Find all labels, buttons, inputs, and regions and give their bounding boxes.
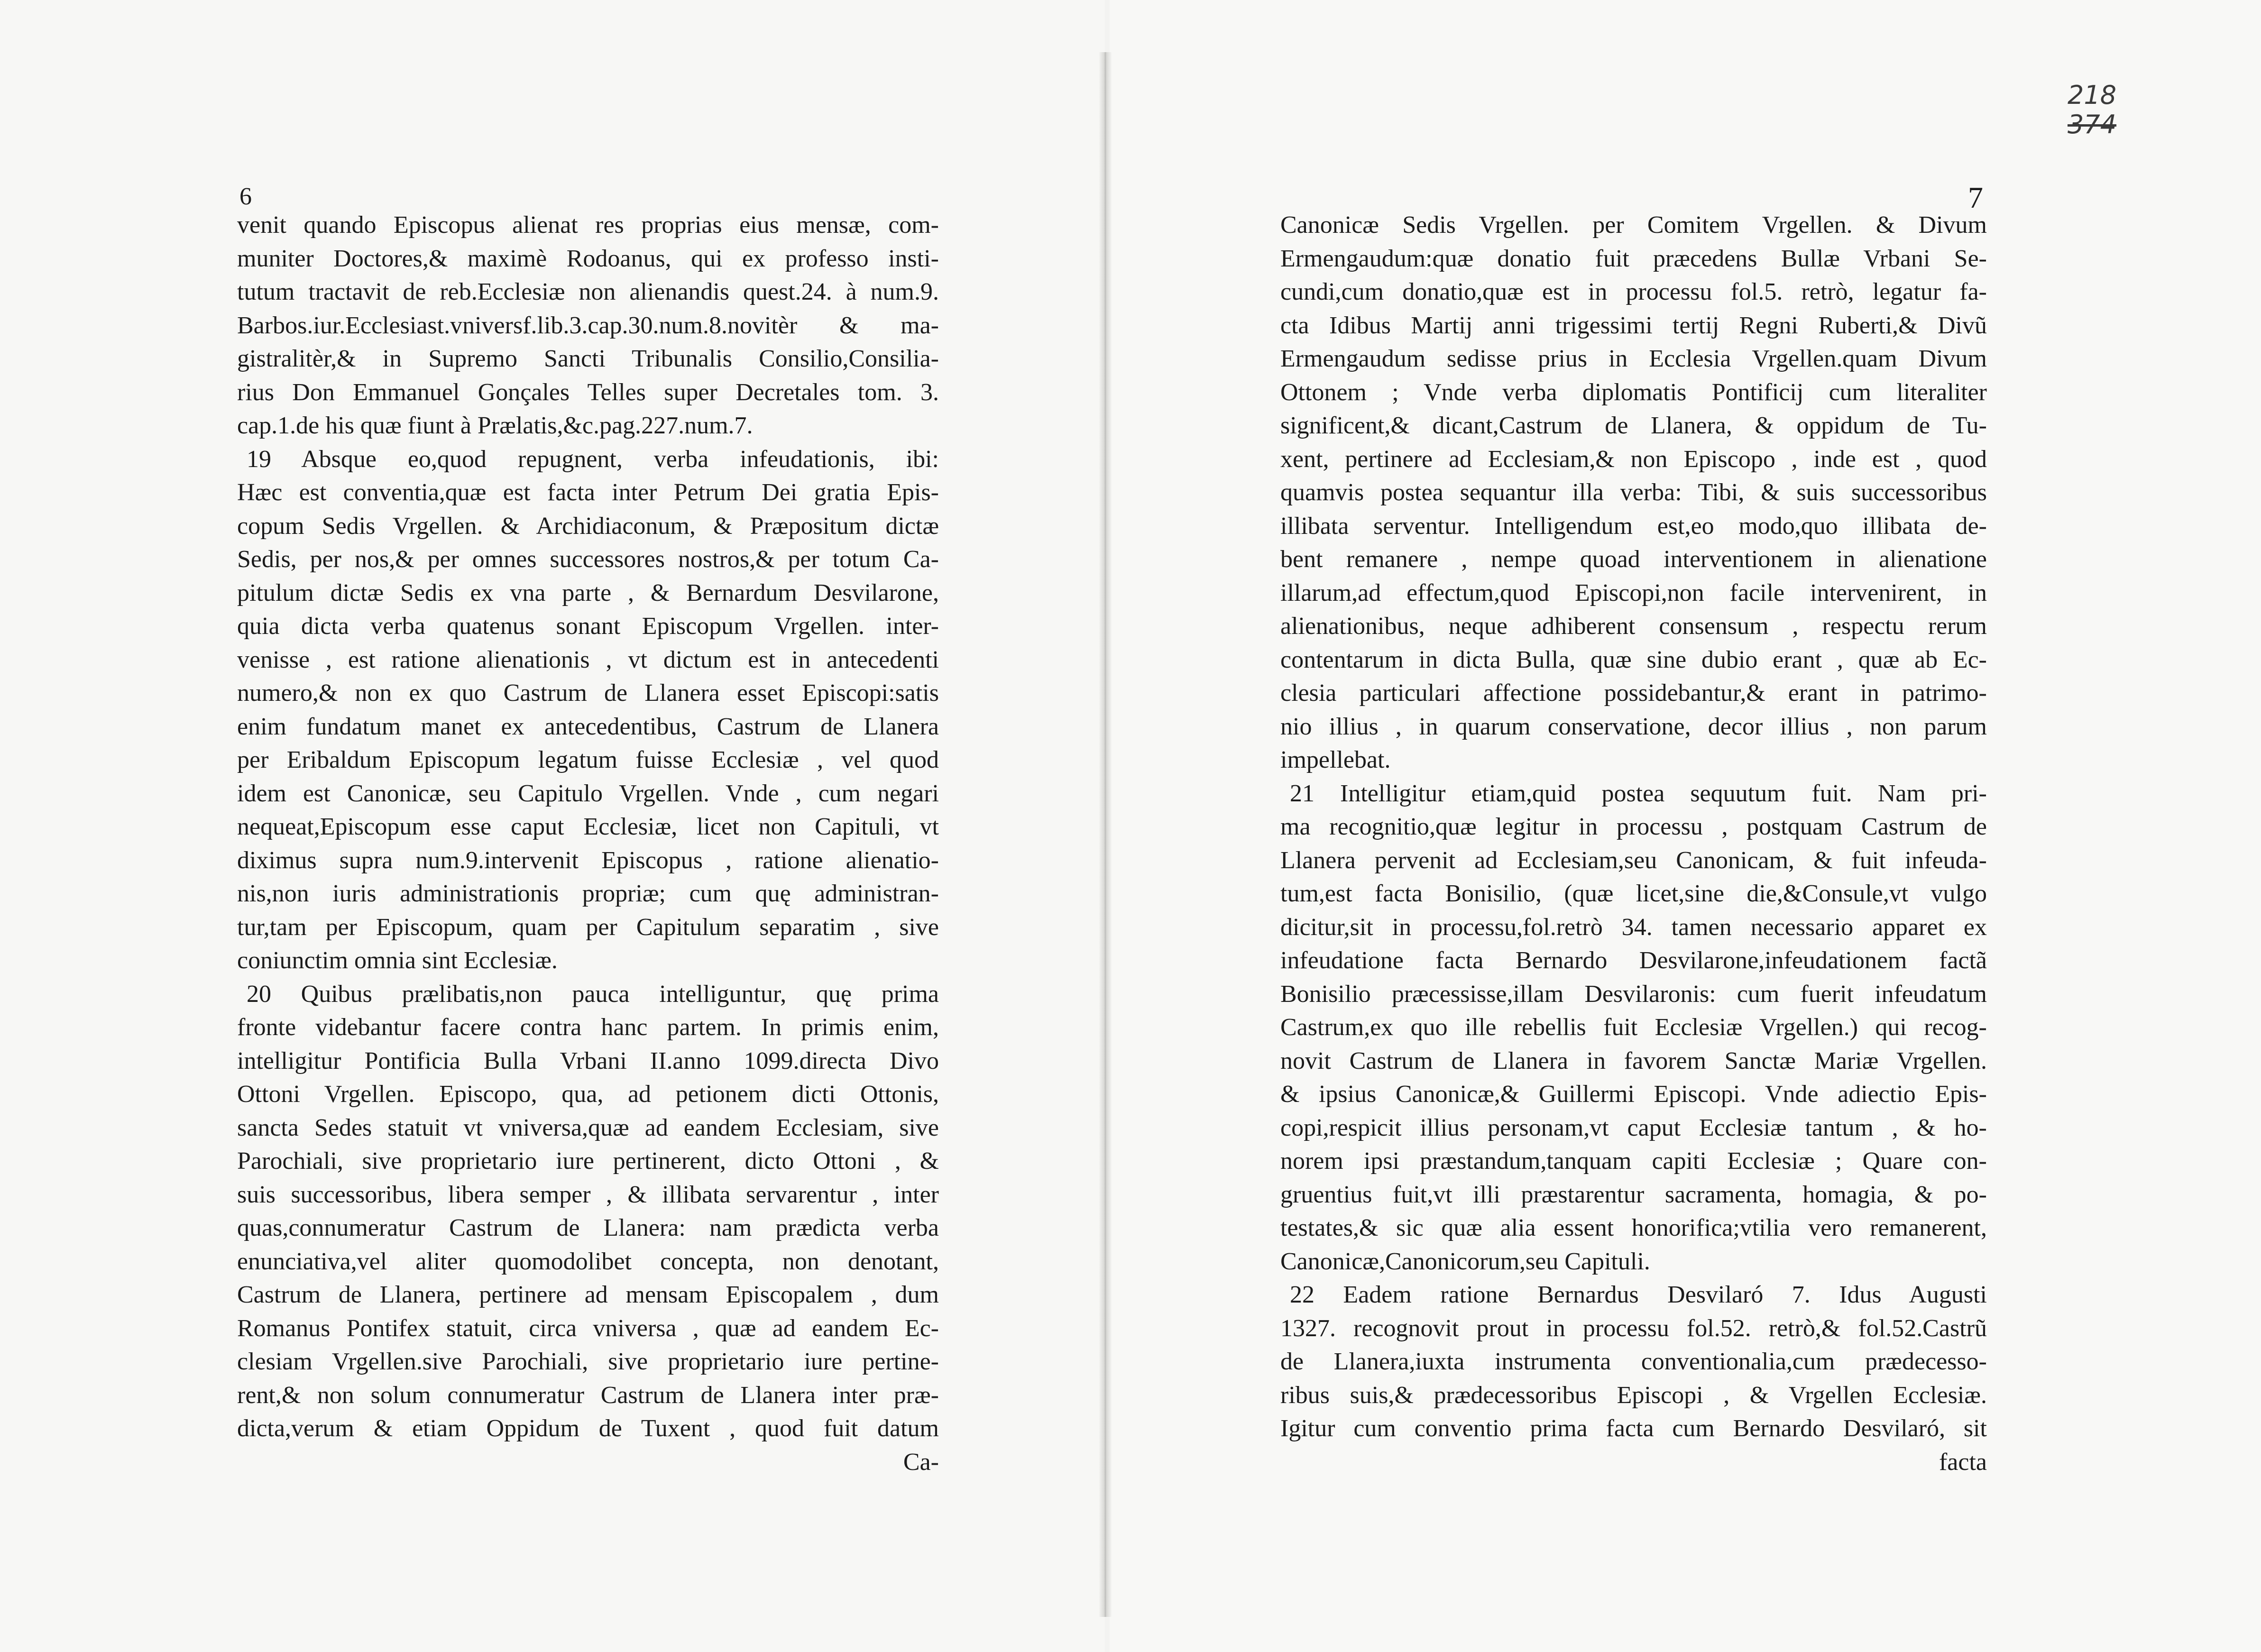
text-line: Canonicæ,Canonicorum,seu Capituli. [1280, 1248, 1650, 1275]
text-line: infeudatione facta Bernardo Desvilarone,infeudationem factã [1280, 947, 1987, 974]
text-line: facta [1939, 1448, 1987, 1476]
text-line: nis,non iuris administrationis propriæ; cum quę administran- [237, 880, 939, 907]
text-line: diximus supra num.9.intervenit Episcopus , ratione alienatio- [237, 846, 939, 874]
text-line: cap.1.de his quæ fiunt à Prælatis,&c.pag.227.num.7. [237, 412, 753, 439]
text-line: Barbos.iur.Ecclesiast.vniversf.lib.3.cap.30.num.8.novitèr & ma- [237, 312, 939, 339]
text-line: Canonicæ Sedis Vrgellen. per Comitem Vrgellen. & Divum [1280, 211, 1987, 239]
text-line: Ottonem ; Vnde verba diplomatis Pontificij cum literaliter [1280, 378, 1987, 406]
text-line: cundi,cum donatio,quæ est in processu fol.5. retrò, legatur fa- [1280, 278, 1987, 305]
text-line: intelligitur Pontificia Bulla Vrbani II.anno 1099.directa Divo [237, 1047, 939, 1074]
text-line: venit quando Episcopus alienat res proprias eius mensæ, com- [237, 211, 939, 239]
text-line: 19 Absque eo,quod repugnent, verba infeudationis, ibi: [247, 445, 939, 473]
archive-folio-numbers [2068, 81, 2116, 139]
text-line: quamvis postea sequantur illa verba: Tibi, & suis successoribus [1280, 479, 1987, 506]
text-line: suis successoribus, libera semper , & illibata servarentur , inter [237, 1181, 939, 1208]
text-line: quas,connumeratur Castrum de Llanera: nam prædicta verba [237, 1214, 939, 1241]
archive-number-struck: 374 [2068, 110, 2117, 139]
archive-number-current: 218 [2068, 80, 2117, 110]
text-line: Bonisilio præcessisse,illam Desvilaronis: cum fuerit infeudatum [1280, 980, 1987, 1008]
text-line: dicta,verum & etiam Oppidum de Tuxent , quod fuit datum [237, 1415, 939, 1442]
text-line: testates,& sic quæ alia essent honorifica;vtilia vero remanerent, [1280, 1214, 1987, 1241]
text-line: alienationibus, neque adhiberent consensum , respectu rerum [1280, 613, 1987, 640]
text-line: Ca- [903, 1448, 939, 1476]
text-line: nequeat,Episcopum esse caput Ecclesiæ, licet non Capituli, vt [237, 813, 939, 840]
text-line: coniunctim omnia sint Ecclesiæ. [237, 947, 558, 974]
text-line: norem ipsi præstandum,tanquam capiti Ecclesiæ ; Quare con- [1280, 1147, 1987, 1175]
text-line: de Llanera,iuxta instrumenta conventionalia,cum prædecesso- [1280, 1348, 1987, 1375]
book-gutter [1099, 52, 1112, 1617]
text-line: copi,respicit illius personam,vt caput Ecclesiæ tantum , & ho- [1280, 1114, 1987, 1141]
text-line: 20 Quibus prælibatis,non pauca intelliguntur, quę prima [247, 980, 939, 1008]
text-line: Sedis, per nos,& per omnes successores nostros,& per totum Ca- [237, 546, 939, 573]
text-line: Ermengaudum sedisse prius in Ecclesia Vrgellen.quam Divum [1280, 345, 1987, 372]
text-line: rius Don Emmanuel Gonçales Telles super Decretales tom. 3. [237, 378, 939, 406]
left-page-text [237, 209, 939, 1479]
text-line: bent remanere , nempe quoad interventionem in alienatione [1280, 546, 1987, 573]
right-page-text [1280, 209, 1987, 1479]
text-line: illibata serventur. Intelligendum est,eo modo,quo illibata de- [1280, 512, 1987, 540]
text-line: Ermengaudum:quæ donatio fuit præcedens Bullæ Vrbani Se- [1280, 245, 1987, 272]
text-line: gruentius fuit,vt illi præstarentur sacramenta, homagia, & po- [1280, 1181, 1987, 1208]
text-line: nio illius , in quarum conservatione, decor illius , non parum [1280, 713, 1987, 740]
right-page-number: 7 [1968, 181, 1983, 214]
text-line: illarum,ad effectum,quod Episcopi,non facile intervenirent, in [1280, 579, 1987, 606]
text-line: Llanera pervenit ad Ecclesiam,seu Canonicam, & fuit infeuda- [1280, 846, 1987, 874]
text-line: novit Castrum de Llanera in favorem Sanctæ Mariæ Vrgellen. [1280, 1047, 1987, 1074]
text-line: fronte videbantur facere contra hanc partem. In primis enim, [237, 1014, 939, 1041]
text-line: quia dicta verba quatenus sonant Episcopum Vrgellen. inter- [237, 613, 939, 640]
text-line: per Eribaldum Episcopum legatum fuisse Ecclesiæ , vel quod [237, 746, 939, 773]
text-line: sancta Sedes statuit vt vniversa,quæ ad eandem Ecclesiam, sive [237, 1114, 939, 1141]
text-line: Castrum,ex quo ille rebellis fuit Ecclesiæ Vrgellen.) qui recog- [1280, 1014, 1987, 1041]
text-line: ma recognitio,quæ legitur in processu , postquam Castrum de [1280, 813, 1987, 840]
text-line: dicitur,sit in processu,fol.retrò 34. tamen necessario apparet ex [1280, 913, 1987, 941]
text-line: 22 Eadem ratione Bernardus Desvilaró 7. Idus Augusti [1290, 1281, 1987, 1308]
text-line: enim fundatum manet ex antecedentibus, Castrum de Llanera [237, 713, 939, 740]
text-line: significent,& dicant,Castrum de Llanera, & oppidum de Tu- [1280, 412, 1987, 439]
text-line: Parochiali, sive proprietario iure pertinerent, dicto Ottoni , & [237, 1147, 939, 1175]
text-line: tutum tractavit de reb.Ecclesiæ non alienandis quest.24. à num.9. [237, 278, 939, 305]
text-line: pitulum dictæ Sedis ex vna parte , & Bernardum Desvilarone, [237, 579, 939, 606]
text-line: copum Sedis Vrgellen. & Archidiaconum, & Præpositum dictæ [237, 512, 939, 540]
text-line: Igitur cum conventio prima facta cum Bernardo Desvilaró, sit [1280, 1415, 1987, 1442]
text-line: clesia particulari affectione possidebantur,& erant in patrimo- [1280, 679, 1987, 707]
text-line: venisse , est ratione alienationis , vt dictum est in antecedenti [237, 646, 939, 673]
text-line: gistralitèr,& in Supremo Sancti Tribunalis Consilio,Consilia- [237, 345, 939, 372]
text-line: 1327. recognovit prout in processu fol.52. retrò,& fol.52.Castrũ [1280, 1314, 1987, 1342]
text-line: contentarum in dicta Bulla, quæ sine dubio erant , quæ ab Ec- [1280, 646, 1987, 673]
text-line: impellebat. [1280, 746, 1391, 773]
text-line: Hæc est conventia,quæ est facta inter Petrum Dei gratia Epis- [237, 479, 939, 506]
text-line: clesiam Vrgellen.sive Parochiali, sive proprietario iure pertine- [237, 1348, 939, 1375]
text-line: tur,tam per Episcopum, quam per Capitulum separatim , sive [237, 913, 939, 941]
text-line: Ottoni Vrgellen. Episcopo, qua, ad petionem dicti Ottonis, [237, 1081, 939, 1108]
text-line: ribus suis,& prædecessoribus Episcopi , & Vrgellen Ecclesiæ. [1280, 1381, 1987, 1409]
text-line: Romanus Pontifex statuit, circa vniversa , quæ ad eandem Ec- [237, 1314, 939, 1342]
text-line: 21 Intelligitur etiam,quid postea sequutum fuit. Nam pri- [1290, 780, 1987, 807]
text-line: tum,est facta Bonisilio, (quæ licet,sine die,&Consule,vt vulgo [1280, 880, 1987, 907]
text-line: rent,& non solum connumeratur Castrum de Llanera inter præ- [237, 1381, 939, 1409]
text-line: enunciativa,vel aliter quomodolibet concepta, non denotant, [237, 1248, 939, 1275]
text-line: muniter Doctores,& maximè Rodoanus, qui ex professo insti- [237, 245, 939, 272]
text-line: & ipsius Canonicæ,& Guillermi Episcopi. Vnde adiectio Epis- [1280, 1081, 1987, 1108]
text-line: xent, pertinere ad Ecclesiam,& non Episcopo , inde est , quod [1280, 445, 1987, 473]
text-line: idem est Canonicæ, seu Capitulo Vrgellen. Vnde , cum negari [237, 780, 939, 807]
left-page-number: 6 [239, 183, 252, 210]
text-line: cta Idibus Martij anni trigessimi tertij Regni Ruberti,& Divũ [1280, 312, 1987, 339]
text-line: Castrum de Llanera, pertinere ad mensam Episcopalem , dum [237, 1281, 939, 1308]
text-line: numero,& non ex quo Castrum de Llanera esset Episcopi:satis [237, 679, 939, 707]
